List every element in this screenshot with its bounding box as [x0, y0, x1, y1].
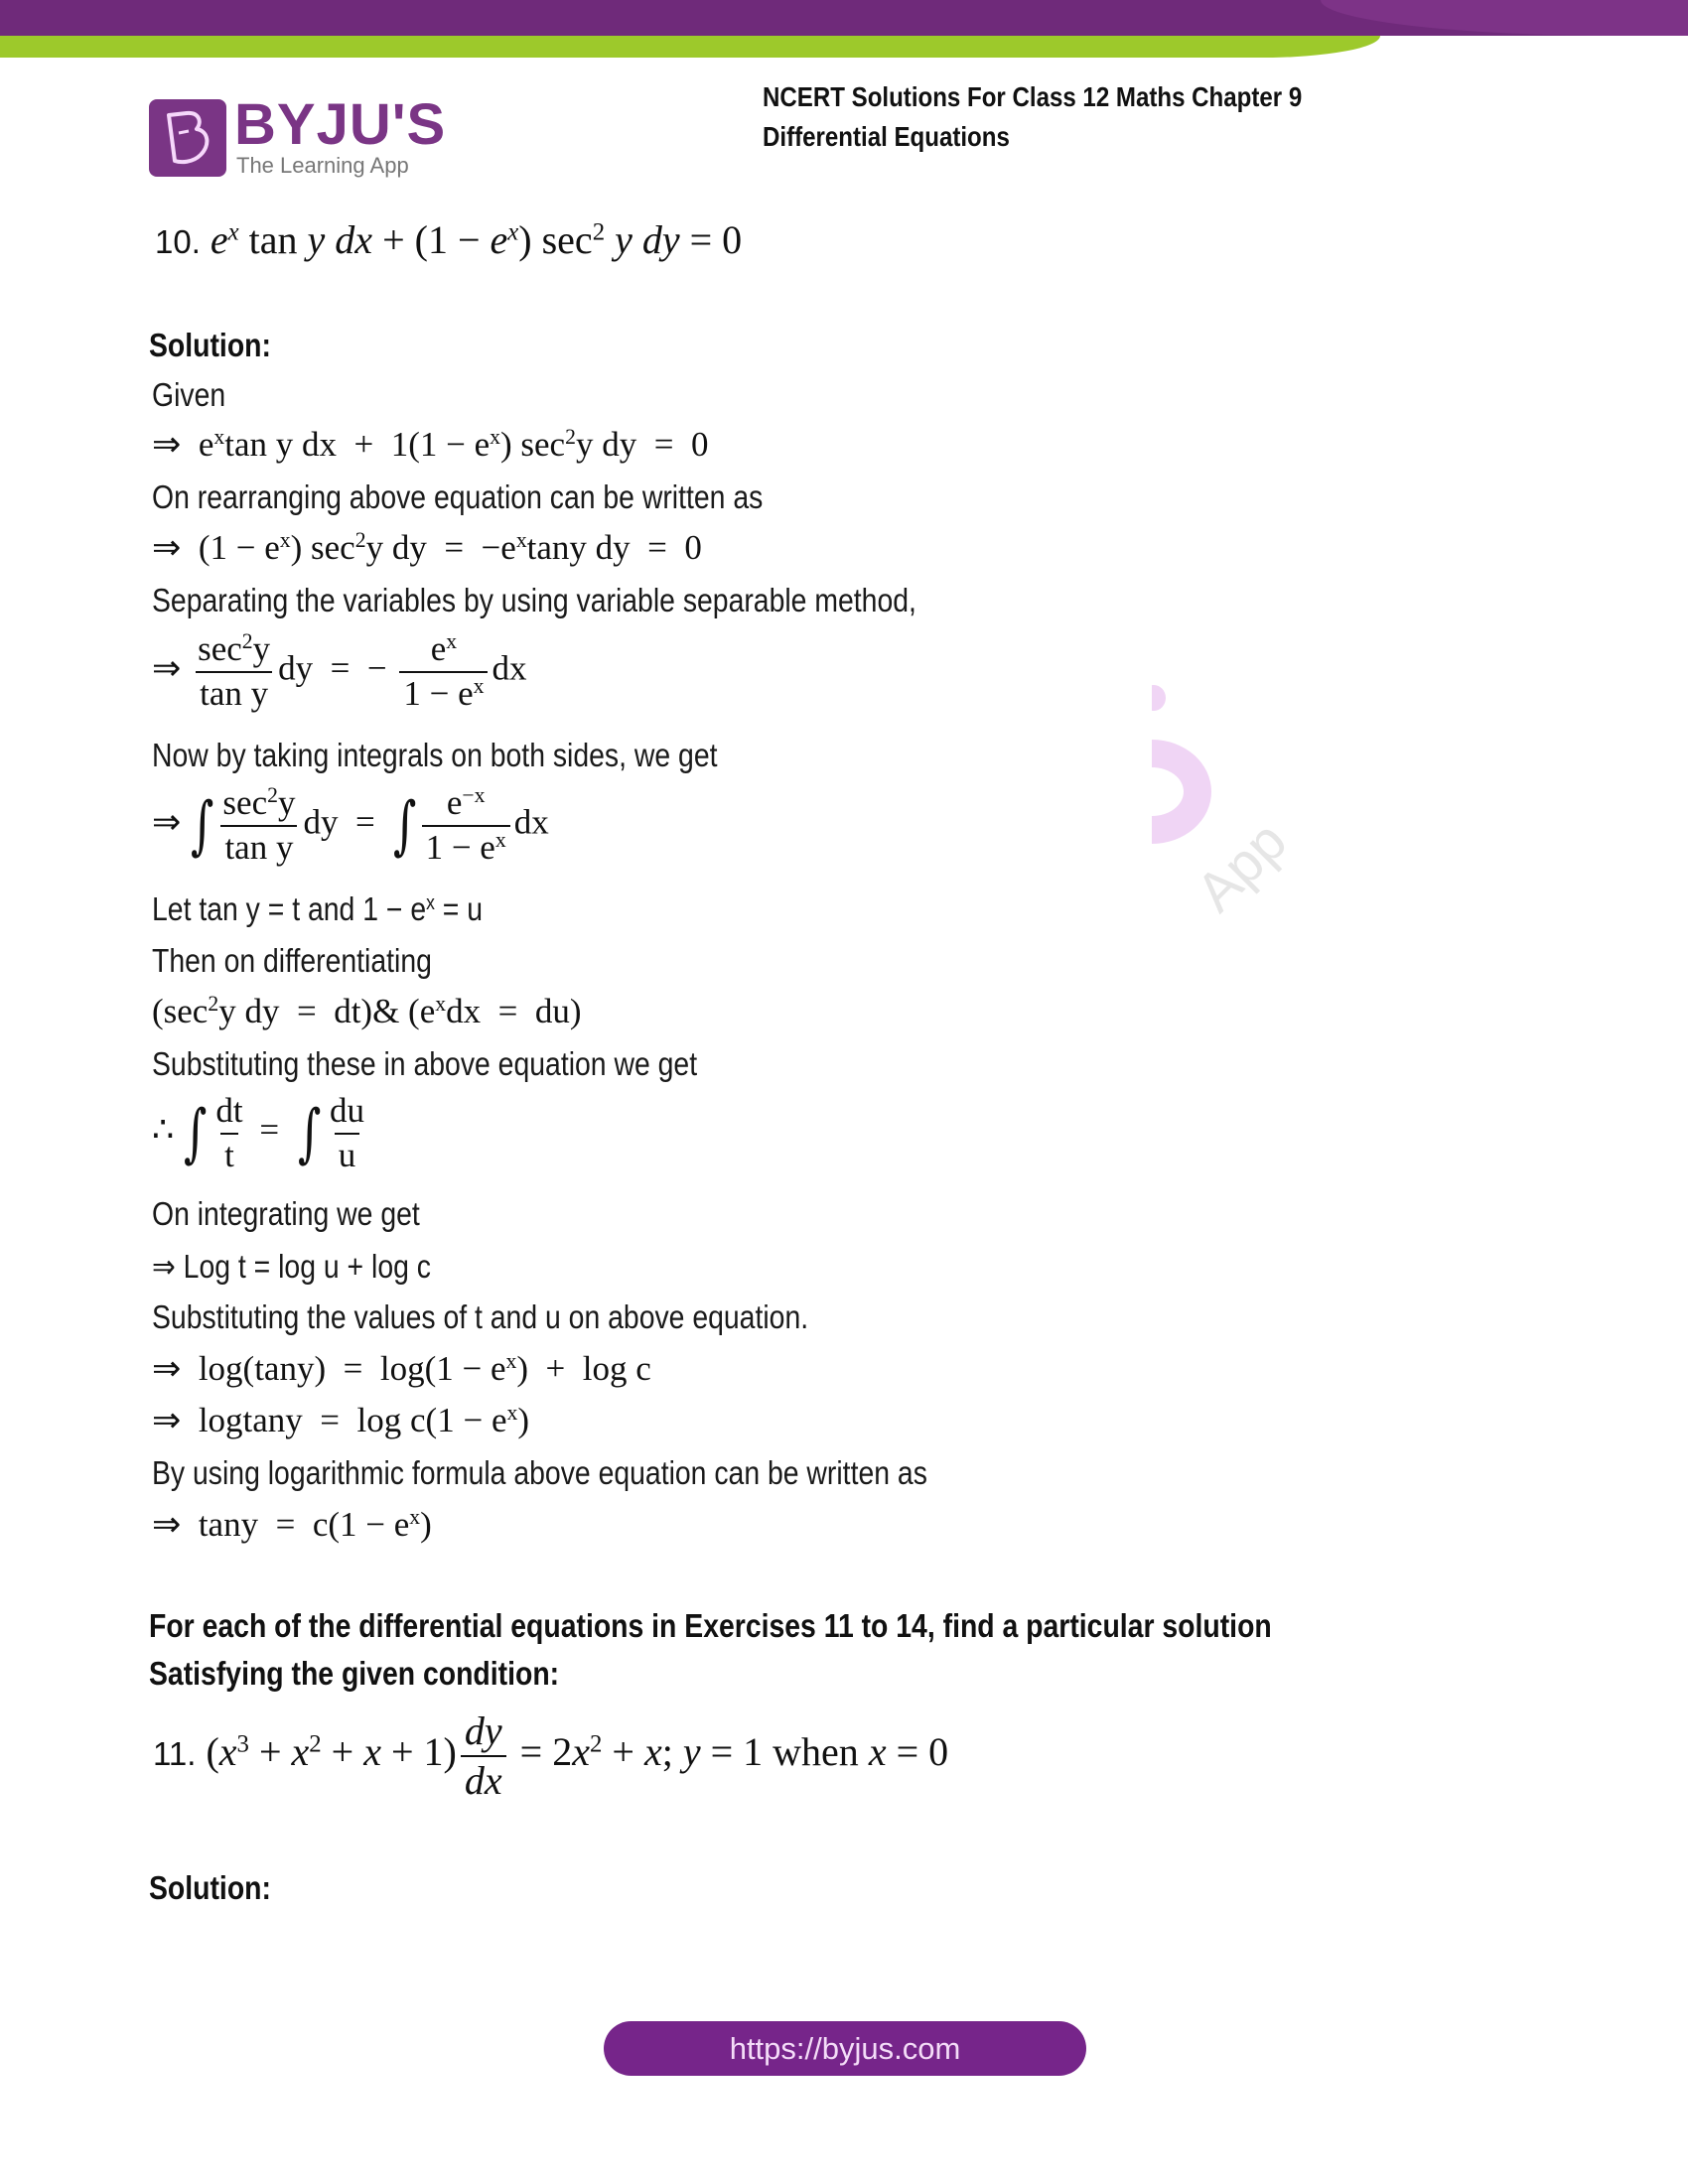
step-integral-equation: ⇒ ∫ $\frac{\sec^2y}{\text{tan y}}$ dy = ∫ $\frac{e^{-x}}{1 - e^x}$ dx: [152, 783, 549, 867]
fraction: $\frac{\sec^2y}{\text{tan y}}$: [222, 783, 296, 867]
watermark-dot: [1152, 685, 1166, 711]
integral-sign: ∫: [191, 788, 214, 863]
byjus-b-logo-icon: [149, 99, 226, 177]
footer-url[interactable]: https://byjus.com: [729, 2030, 961, 2066]
fraction: $\frac{e^{-x}}{1 - e^x}$: [422, 784, 510, 867]
byjus-logo[interactable]: [149, 92, 447, 181]
step-log-result: ⇒ Log t = log u + log c: [152, 1248, 431, 1285]
step-rearranging: On rearranging above equation can be written as: [152, 478, 764, 515]
question-10: 10. $e^x$ tan y dx + $(1 - e^x)$ $\sec^2 y$ dy = 0: [155, 217, 743, 262]
step-separating: Separating the variables by using variable separable method,: [152, 582, 916, 618]
step-let: Let tan y = t and $1 - e^x = u$: [152, 890, 484, 927]
document-title-line1: NCERT Solutions For Class 12 Maths Chapter 9: [763, 81, 1303, 112]
step-log-formula: By using logarithmic formula above equation can be written as: [152, 1454, 927, 1491]
fraction: $\frac{e^x}{1 - e^x}$: [399, 630, 488, 713]
question-number: 10.: [155, 223, 201, 260]
exercise-instruction-line1: For each of the differential equations in Exercises 11 to 14, find a particular solution: [149, 1607, 1272, 1644]
step-substituting: Substituting these in above equation we get: [152, 1045, 698, 1082]
document-title-line2: Differential Equations: [763, 121, 1010, 152]
watermark-text: App: [1184, 808, 1299, 924]
integral-sign: ∫: [393, 788, 417, 863]
integral-sign: ∫: [297, 1096, 321, 1170]
footer-url-button[interactable]: [604, 2021, 1086, 2076]
header-green-band: [0, 36, 1380, 58]
fraction: $\frac{dt}{t}$: [215, 1091, 243, 1174]
step-equation-given: ⇒ $e^x\tan$ y dx + $1(1 - e^x)$ $\sec^2y$ dy = 0: [152, 425, 709, 464]
step-integrals: Now by taking integrals on both sides, we get: [152, 737, 718, 773]
step-integrating: On integrating we get: [152, 1195, 420, 1232]
question-number: 11.: [153, 1735, 197, 1773]
watermark: [1152, 645, 1350, 1023]
integral-sign: ∫: [184, 1096, 208, 1170]
step-final-answer: ⇒ $\tan y = c(1 - e^x)$: [152, 1505, 432, 1544]
step-substituted-integral: ∴ ∫ $\frac{dt}{t}$ = ∫ $\frac{du}{u}$: [152, 1092, 372, 1174]
logo-wordmark: BYJU'S: [234, 92, 447, 157]
watermark-arc: [1152, 740, 1211, 844]
step-separated-fraction: ⇒ $\frac{\sec^2y}{\text{tan y}}$ dy = − $\frac{e^x}{1 - e^x}$ dx: [152, 629, 527, 713]
step-log-combined: ⇒ $logtany = \log c(1 - e^x)$: [152, 1401, 529, 1439]
step-log-equation: ⇒ $\log(\tan y) = \log(1 - e^x) + \log c$: [152, 1349, 651, 1388]
question-11: 11. $(x^3 + x^2 + x + 1)$ $\frac{dy}{dx}$ = $2x^2 + x$; y = 1 when x = 0: [153, 1708, 949, 1803]
step-equation-rearranged: ⇒ $(1 - e^x)$ $\sec^2y$ dy = $-e^x\tan y$ dy = 0: [152, 528, 702, 567]
step-differentiating: Then on differentiating: [152, 942, 432, 979]
step-substituting-values: Substituting the values of t and u on above equation.: [152, 1298, 809, 1335]
fraction: $\frac{\sec^2y}{\text{tan y}}$: [198, 629, 271, 713]
solution-11-heading: Solution:: [149, 1869, 271, 1906]
fraction-dy-dx: $\frac{dy}{dx}$: [461, 1709, 506, 1803]
fraction: $\frac{du}{u}$: [329, 1091, 364, 1174]
exercise-instruction-line2: Satisfying the given condition:: [149, 1655, 560, 1692]
solution-heading: Solution:: [149, 327, 271, 363]
step-given: Given: [152, 376, 226, 413]
logo-tagline: The Learning App: [236, 153, 409, 178]
step-differentials: ($\sec^2y$ dy = dt)& $(e^xdx = du)$: [152, 992, 582, 1030]
document-title: [763, 77, 1302, 157]
